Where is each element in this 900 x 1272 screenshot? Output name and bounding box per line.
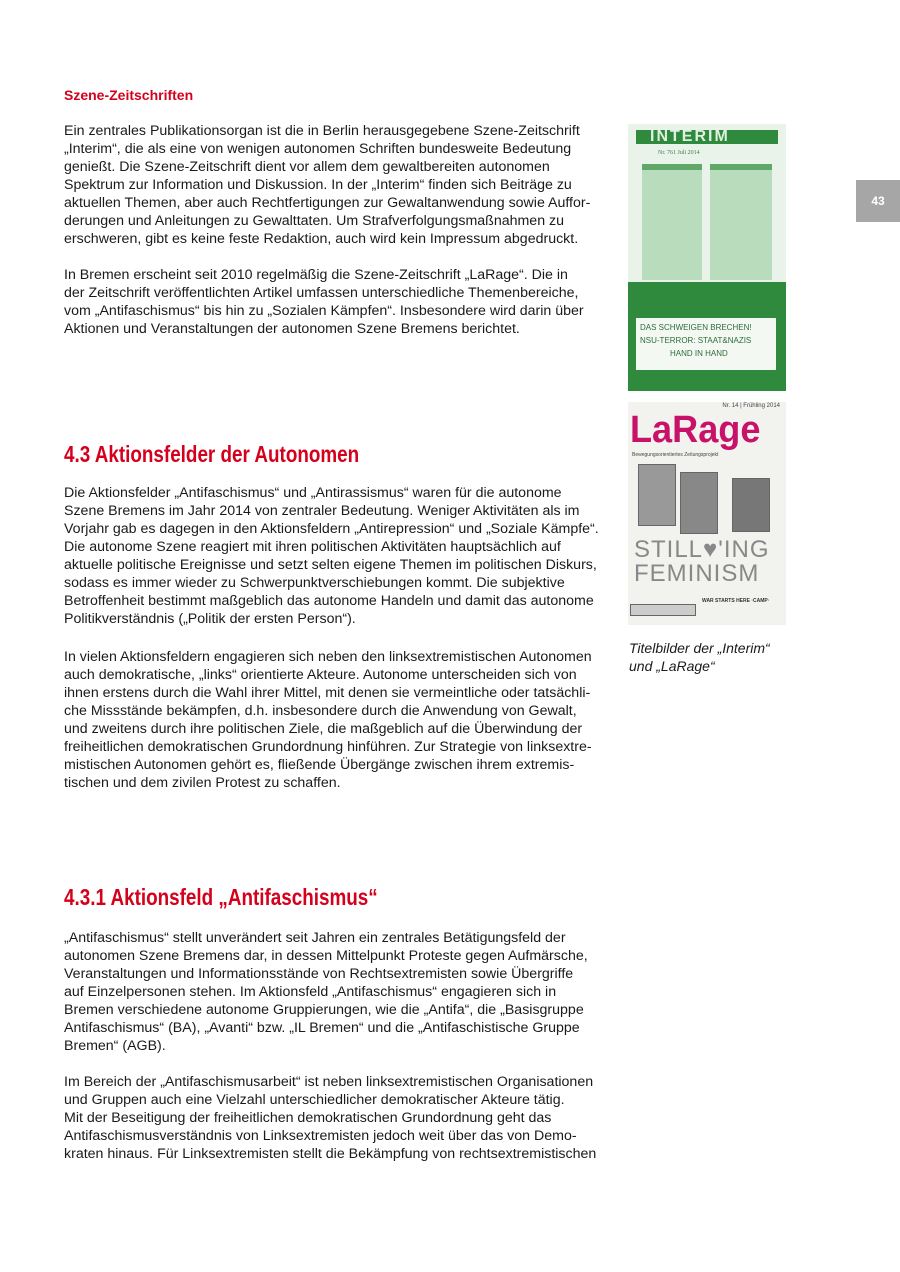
larage-headline: FEMINISM — [634, 560, 760, 587]
page-number-tab — [856, 180, 900, 222]
image-caption — [629, 639, 770, 675]
text-line: Veranstaltungen und Informationsstände von Rechtsextremisten sowie Übergriffe — [64, 966, 574, 982]
larage-cover-image — [628, 402, 786, 625]
text-line: und Gruppen auch eine Vielzahl unterschiedlicher demokratischer Akteure tätig. — [64, 1092, 565, 1108]
text-line: Die Aktionsfelder „Antifaschismus“ und „Antirassismus“ waren für die autonome — [64, 485, 562, 501]
larage-title: LaRage — [630, 409, 761, 451]
paragraph — [64, 648, 624, 792]
text-line: Ein zentrales Publikationsorgan ist die in Berlin herausgegebene Szene-Zeitschrift — [64, 123, 580, 139]
text-line: kraten hinaus. Für Linksextremisten stellt die Bekämpfung von rechtsextremistischen — [64, 1146, 597, 1162]
text-line: Antifaschismusverständnis von Linksextremisten jedoch weit über das von Demo- — [64, 1128, 577, 1144]
text-line: Bremen verschiedene autonome Gruppierungen, wie die „Antifa“, die „Basisgruppe — [64, 1002, 584, 1018]
text-line: Spektrum zur Information und Diskussion. In der „Interim“ finden sich Beiträge zu — [64, 177, 572, 193]
caption-line: und „LaRage“ — [629, 658, 715, 674]
section-heading-4-3: 4.3 Aktionsfelder der Autonomen — [64, 441, 360, 467]
text-line: genießt. Die Szene-Zeitschrift dient vor allem dem gewaltbereiten autonomen — [64, 159, 550, 175]
larage-tagline: Bewegungsorientiertes Zeitungsprojekt — [632, 452, 719, 458]
text-line: Politikverständnis („Politik der ersten Person“). — [64, 611, 356, 627]
text-line: sodass es immer wieder zu Schwerpunktverschiebungen kommt. Die subjektive — [64, 575, 565, 591]
interim-title: INTERIM — [636, 130, 778, 144]
text-line: Aktionen und Veranstaltungen der autonomen Szene Bremens berichtet. — [64, 321, 520, 337]
paragraph — [64, 1073, 624, 1163]
text-line: In Bremen erscheint seit 2010 regelmäßig die Szene-Zeitschrift „LaRage“. Die in — [64, 267, 568, 283]
text-line: aktuelle politische Ereignisse und setzt selten eigene Themen im politischen Diskurs, — [64, 557, 597, 573]
text-line: che Missstände bekämpfen, d.h. insbesondere durch die Anwendung von Gewalt, — [64, 703, 577, 719]
larage-issue: Nr. 14 | Frühling 2014 — [722, 403, 780, 409]
larage-headline: STILL♥'ING — [634, 536, 770, 563]
text-line: aktuellen Themen, aber auch Rechtfertigungen zur Gewaltanwendung sowie Auffor- — [64, 195, 591, 211]
text-line: Betroffenheit bestimmt maßgeblich das autonome Handeln und damit das autonome — [64, 593, 594, 609]
text-line: auch demokratische, „links“ orientierte Akteure. Autonome unterscheiden sich von — [64, 667, 577, 683]
text-line: autonomen Szene Bremens dar, in dessen Mittelpunkt Proteste gegen Aufmärsche, — [64, 948, 588, 964]
subsection-heading: Szene-Zeitschriften — [64, 87, 194, 103]
text-line: mistischen Autonomen gehört es, fließende Übergänge zwischen ihrem extremis- — [64, 757, 575, 773]
paragraph — [64, 266, 624, 338]
interim-banner-line: NSU-TERROR: STAAT&NAZIS — [640, 336, 752, 345]
paragraph — [64, 122, 624, 248]
text-line: Mit der Beseitigung der freiheitlichen demokratischen Grundordnung geht das — [64, 1110, 552, 1126]
text-line: und zweitens durch ihre politischen Ziele, die maßgeblich auf die Überwindung der — [64, 721, 583, 737]
text-line: „Antifaschismus“ stellt unverändert seit Jahren ein zentrales Betätigungsfeld der — [64, 930, 566, 946]
text-line: Im Bereich der „Antifaschismusarbeit“ ist neben linksextremistischen Organisationen — [64, 1074, 594, 1090]
interim-issue: Nr. 761 Juli 2014 — [658, 150, 700, 156]
page-number: 43 — [871, 194, 885, 208]
text-line: auf Einzelpersonen stehen. Im Aktionsfeld „Antifaschismus“ engagieren sich in — [64, 984, 557, 1000]
text-line: Szene Bremens im Jahr 2014 von zentraler Bedeutung. Weniger Aktivitäten als im — [64, 503, 580, 519]
larage-footer: WAR STARTS HERE ·CAMP· — [702, 598, 770, 604]
text-line: Vorjahr gab es dagegen in den Aktionsfeldern „Antirepression“ und „Soziale Kämpfe“. — [64, 521, 599, 537]
text-line: freiheitlichen demokratischen Grundordnung hinführen. Zur Strategie von linksextre- — [64, 739, 592, 755]
interim-cover-image — [628, 124, 786, 391]
text-line: derungen und Anleitungen zu Gewalttaten. Um Strafverfolgungsmaßnahmen zu — [64, 213, 565, 229]
text-line: „Interim“, die als eine von wenigen autonomen Schriften bundesweite Bedeutung — [64, 141, 572, 157]
text-line: tischen und dem zivilen Protest zu schaffen. — [64, 775, 341, 791]
text-line: vom „Antifaschismus“ bis hin zu „Sozialen Kämpfen“. Insbesondere wird darin über — [64, 303, 584, 319]
interim-banner-line: DAS SCHWEIGEN BRECHEN! — [640, 323, 752, 332]
interim-banner-line: HAND IN HAND — [670, 349, 728, 358]
text-line: der Zeitschrift veröffentlichten Artikel umfassen unterschiedliche Themenbereiche, — [64, 285, 579, 301]
paragraph — [64, 484, 624, 628]
text-line: In vielen Aktionsfeldern engagieren sich neben den linksextremistischen Autonomen — [64, 649, 592, 665]
text-line: Antifaschismus“ (BA), „Avanti“ bzw. „IL Bremen“ und die „Antifaschistische Gruppe — [64, 1020, 580, 1036]
text-line: Bremen“ (AGB). — [64, 1038, 166, 1054]
paragraph — [64, 929, 624, 1055]
section-heading-4-3-1: 4.3.1 Aktionsfeld „Antifaschismus“ — [64, 884, 378, 910]
caption-line: Titelbilder der „Interim“ — [629, 640, 770, 656]
text-line: ihnen erstens durch die Wahl ihrer Mittel, mit denen sie vermeintliche oder tatsächli- — [64, 685, 591, 701]
text-line: erschweren, gibt es keine feste Redaktion, auch wird kein Impressum abgedruckt. — [64, 231, 579, 247]
text-line: Die autonome Szene reagiert mit ihren politischen Aktivitäten hauptsächlich auf — [64, 539, 561, 555]
